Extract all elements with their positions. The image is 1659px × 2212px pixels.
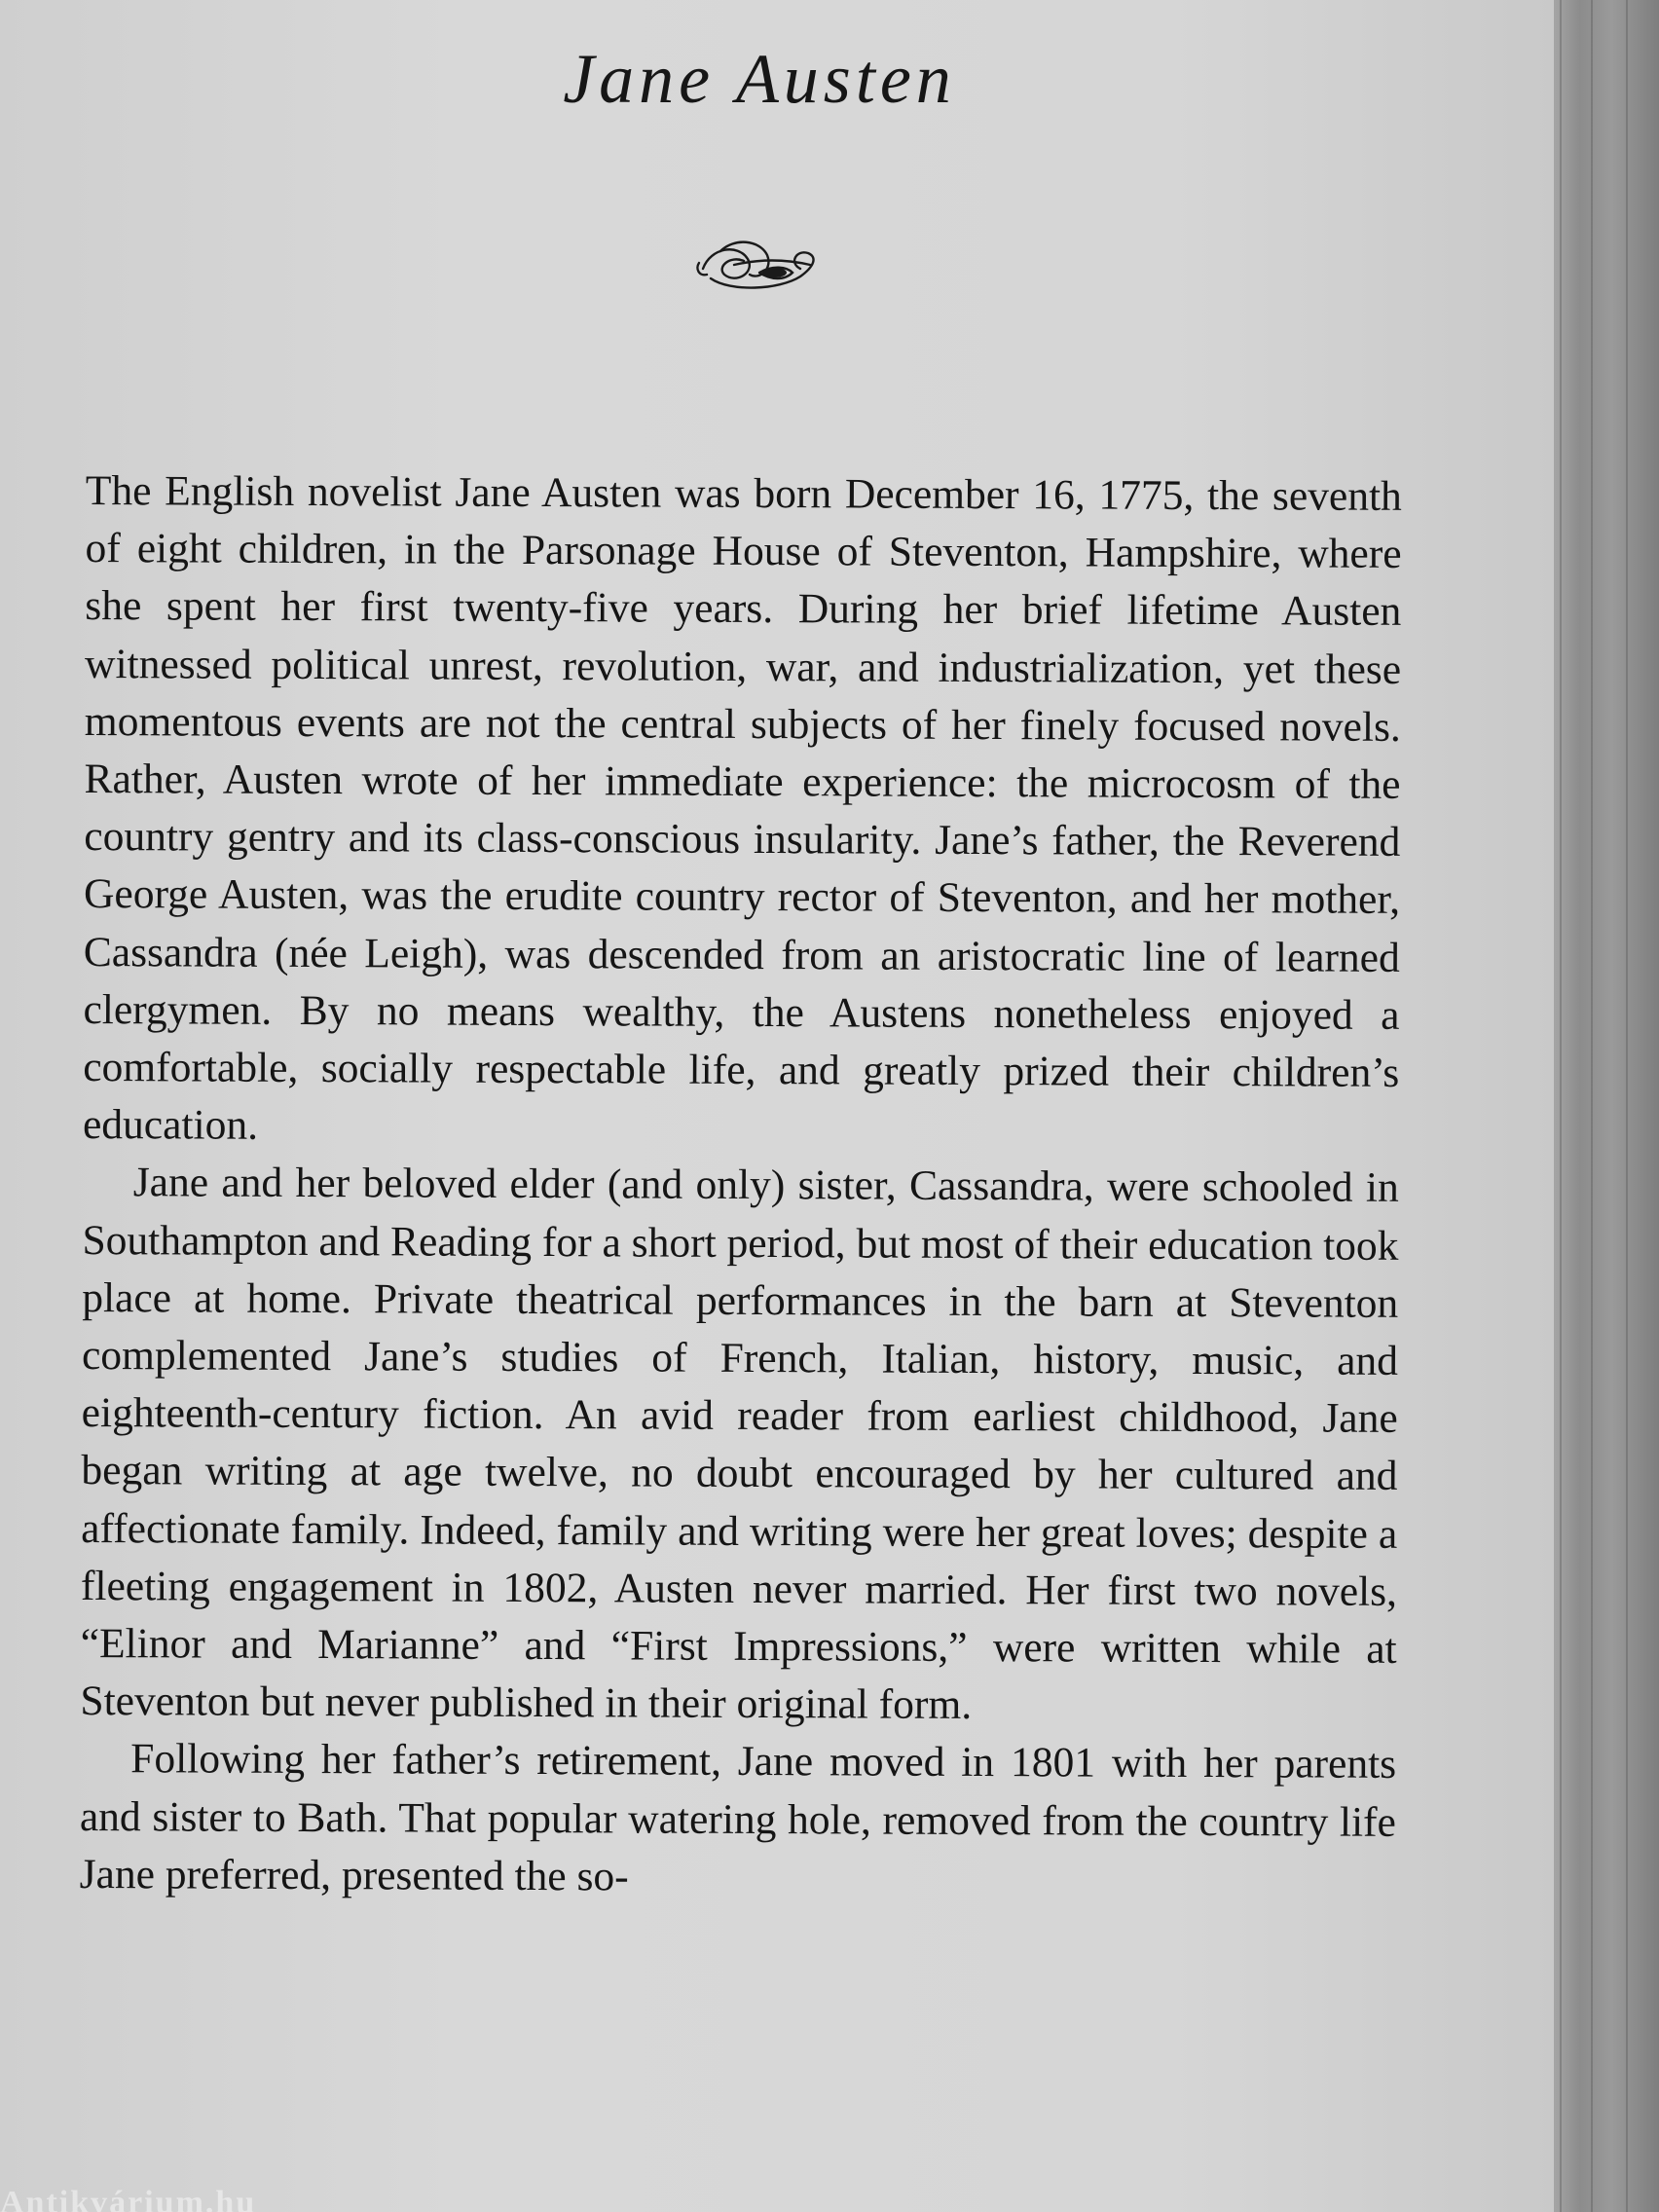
paragraph: Following her father’s retirement, Jane moved in 1801 with her parents and sister to Bath. That popular watering hole, removed from the country life Jane preferred, presented the so- <box>79 1735 1397 1900</box>
spine-edge <box>1560 0 1562 2212</box>
page-title: Jane Austen <box>563 40 956 118</box>
paragraph: The English novelist Jane Austen was born December 16, 1775, the seventh of eight children, in the Parsonage House of Steventon, Hampshire, where she spent her first twenty-five years. During her brief lifetime Austen witnessed political unrest, revolution, war, and industrialization, yet these momentous events are not the central subjects of her finely focused novels. Rather, Austen wrote of her immediate experience: the microcosm of the country gentry and its class-conscious insularity. Jane’s father, the Reverend George Austen, was the erudite country rector of Steventon, and her mother, Cassandra (née Leigh), was descended from an aristocratic line of learned clergymen. By no means wealthy, the Austens nonetheless enjoyed a comfortable, socially respectable life, and greatly prized their children’s education. <box>82 466 1402 1150</box>
watermark: Antikvárium.hu <box>0 2185 257 2212</box>
spine-edge <box>1591 0 1593 2212</box>
body-text <box>80 462 1402 1909</box>
book-spine <box>1554 0 1659 2212</box>
paragraph: Jane and her beloved elder (and only) sister, Cassandra, were schooled in Southampton and Reading for a short period, but most of their education took place at home. Private theatrical performances in the barn at Steventon complemented Jane’s studies of French, Italian, history, music, and eighteenth-century fiction. An avid reader from earliest childhood, Jane began writing at age twelve, no doubt encouraged by her cultured and affectionate family. Indeed, family and writing were her great loves; despite a fleeting engagement in 1802, Austen never married. Her first two novels, “Elinor and Marianne” and “First Impressions,” were written while at Steventon but never published in their original form. <box>80 1159 1399 1729</box>
flourish-ornament-icon <box>691 230 828 298</box>
spine-edge <box>1626 0 1628 2212</box>
